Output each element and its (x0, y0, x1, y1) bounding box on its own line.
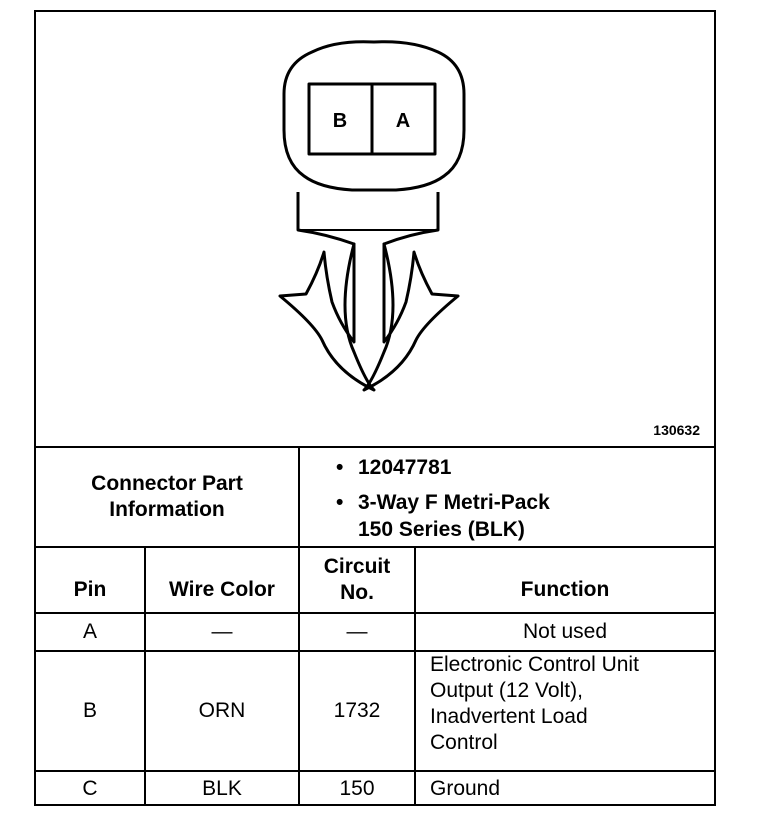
table-row-a-pin: A (82, 620, 97, 643)
connector-drawing (36, 12, 714, 446)
table-row-b-function: Electronic Control Unit Output (12 Volt), Inadvertent Load Control (430, 653, 639, 754)
retainer-barb-right (364, 244, 458, 390)
connector-diagram-frame (34, 10, 716, 806)
header-circuit: Circuit No. (323, 555, 391, 604)
header-pin: Pin (73, 578, 107, 601)
part-info-label: Connector Part Information (91, 472, 243, 521)
part-description-line1: 3-Way F Metri-Pack (358, 491, 550, 514)
divider (298, 448, 300, 546)
table-row-c-wire-color: BLK (202, 777, 242, 800)
header-wire-color: Wire Color (169, 578, 275, 601)
table-row-b-circuit: 1732 (333, 699, 381, 722)
table-row-b-wire-color: ORN (198, 699, 246, 722)
table-row-c-circuit: 150 (339, 777, 375, 800)
part-number-item: • 12047781 (336, 456, 452, 479)
part-number: 12047781 (358, 456, 452, 479)
table-row-c-pin: C (82, 777, 98, 800)
connector-housing (284, 42, 464, 190)
table-row-a-circuit: — (346, 620, 368, 643)
part-description-item: • 3-Way F Metri-Pack 150 Series (BLK) (336, 491, 550, 541)
retainer-barb-left (280, 244, 374, 390)
figure-id: 130632 (653, 422, 700, 438)
table-row-c-function: Ground (430, 777, 501, 800)
header-function: Function (520, 578, 610, 601)
cavity-label-a: A (395, 110, 411, 132)
part-info-list (336, 448, 706, 543)
part-description-line2: 150 Series (BLK) (358, 518, 525, 541)
table-row-a-function: Not used (522, 620, 608, 643)
table-row-a-wire-color: — (211, 620, 233, 643)
cavity-label-b: B (332, 110, 348, 132)
table-row-b-pin: B (82, 699, 97, 722)
